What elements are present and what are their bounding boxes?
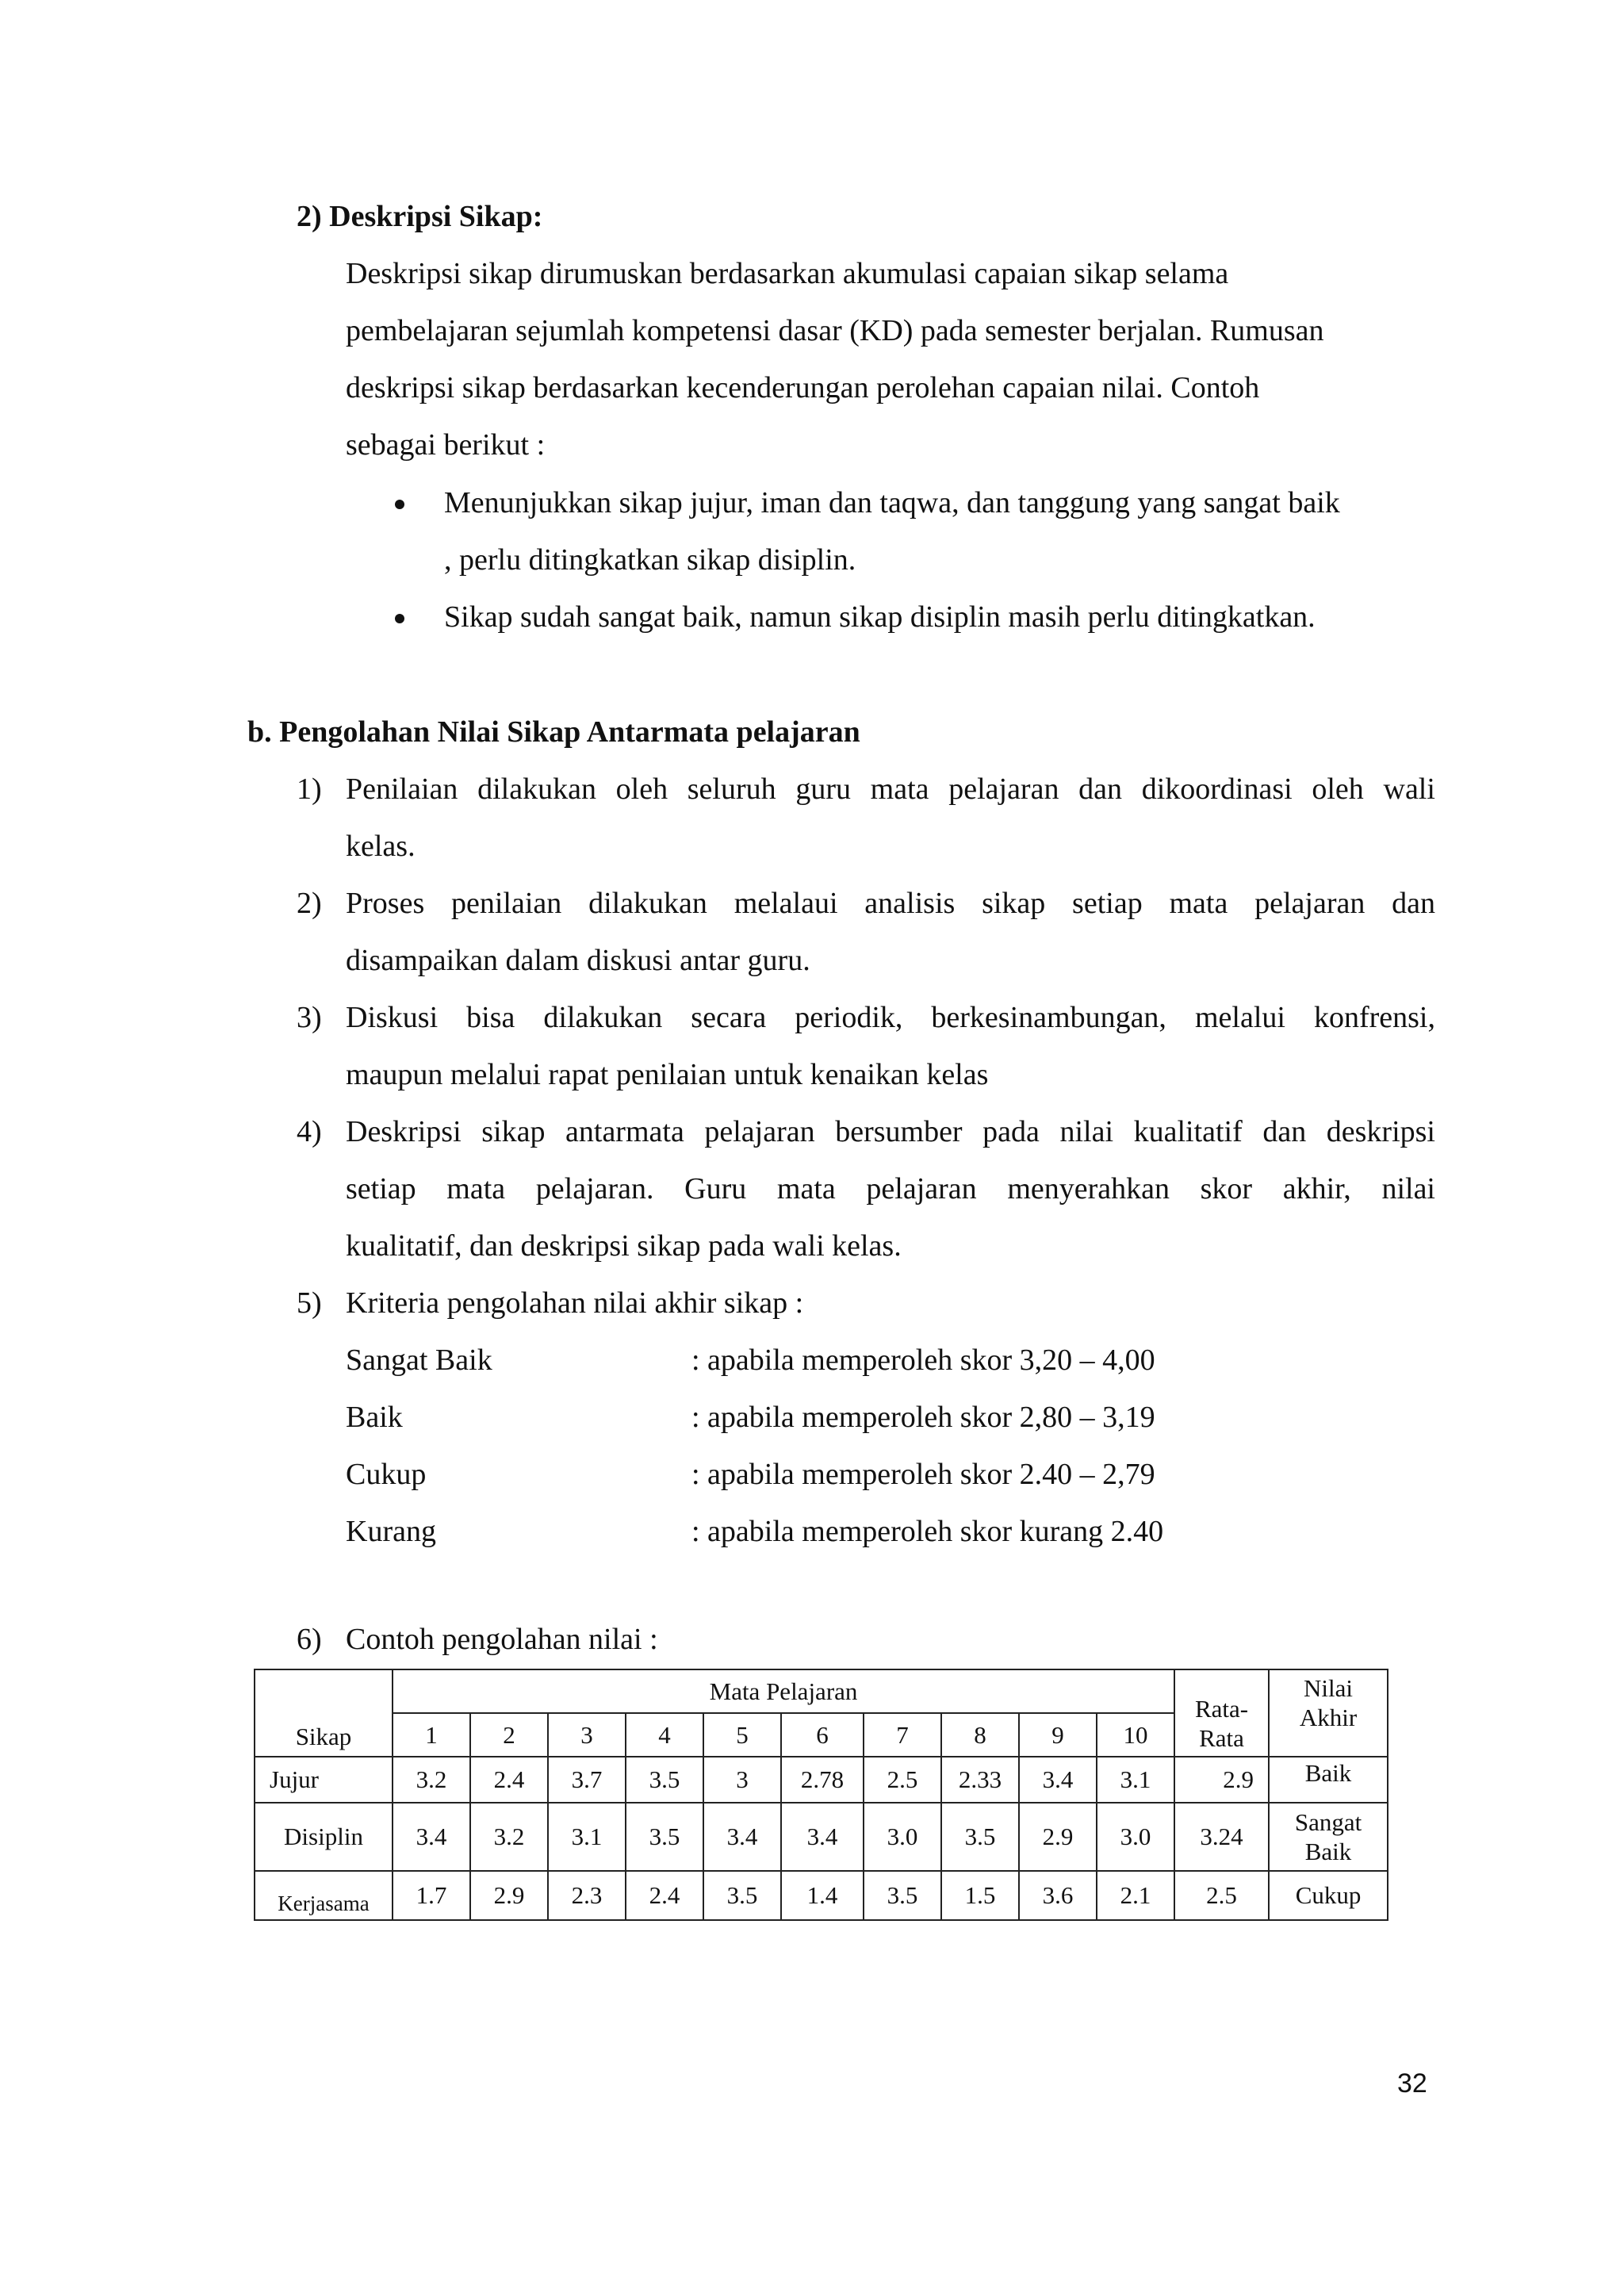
item-number: 5) (297, 1286, 322, 1320)
paragraph-line: Deskripsi sikap dirumuskan berdasarkan akumulasi capaian sikap selama (346, 257, 1229, 290)
criteria-rule: : apabila memperoleh skor 2.40 – 2,79 (691, 1458, 1155, 1491)
item-line: disampaikan dalam diskusi antar guru. (346, 944, 810, 977)
score-cell: 2.9 (1019, 1803, 1097, 1871)
subject-header: 3 (548, 1713, 626, 1757)
item-line-justified: Diskusi bisa dilakukan secara periodik, berkesinambungan, melalui konfrensi, (346, 1001, 1435, 1034)
criteria-rule: : apabila memperoleh skor 3,20 – 4,00 (691, 1343, 1155, 1377)
criteria-label: Kurang (346, 1515, 436, 1548)
subject-header: 6 (781, 1713, 864, 1757)
column-header-mata-pelajaran: Mata Pelajaran (393, 1669, 1174, 1713)
item-line-justified: setiap mata pelajaran. Guru mata pelajaran menyerahkan skor akhir, nilai (346, 1172, 1435, 1205)
score-cell: 3.2 (393, 1757, 470, 1803)
score-cell: 3.4 (393, 1803, 470, 1871)
subject-header: 7 (864, 1713, 941, 1757)
table-row (255, 1757, 1388, 1803)
bullet-text: Menunjukkan sikap jujur, iman dan taqwa, dan tanggung yang sangat baik (444, 486, 1340, 519)
score-cell: 3 (703, 1757, 781, 1803)
score-cell: 1.7 (393, 1871, 470, 1920)
paragraph-line: deskripsi sikap berdasarkan kecenderungan perolehan capaian nilai. Contoh (346, 371, 1260, 404)
score-cell: 3.4 (1019, 1757, 1097, 1803)
nilai-sikap-table (254, 1669, 1388, 1921)
score-cell: 1.5 (941, 1871, 1019, 1920)
item-number: 6) (297, 1623, 322, 1656)
criteria-label: Sangat Baik (346, 1343, 492, 1377)
table-row (255, 1803, 1388, 1871)
subject-header: 10 (1097, 1713, 1174, 1757)
score-cell: 2.3 (548, 1871, 626, 1920)
item-line-justified: Deskripsi sikap antarmata pelajaran bersumber pada nilai kualitatif dan deskripsi (346, 1115, 1435, 1148)
subject-header: 8 (941, 1713, 1019, 1757)
score-cell: 3.5 (703, 1871, 781, 1920)
item-line: kelas. (346, 830, 416, 863)
criteria-rule: : apabila memperoleh skor 2,80 – 3,19 (691, 1401, 1155, 1434)
subject-header: 5 (703, 1713, 781, 1757)
row-label: Kerjasama (255, 1871, 393, 1920)
score-cell: 3.1 (548, 1803, 626, 1871)
item-line: kualitatif, dan deskripsi sikap pada wali kelas. (346, 1229, 902, 1263)
score-cell: 2.4 (470, 1757, 548, 1803)
item-line: maupun melalui rapat penilaian untuk kenaikan kelas (346, 1058, 989, 1091)
table-row (255, 1871, 1388, 1920)
item-number: 1) (297, 772, 322, 806)
subject-header: 1 (393, 1713, 470, 1757)
average-cell: 2.5 (1174, 1871, 1269, 1920)
item-line: Contoh pengolahan nilai : (346, 1623, 658, 1656)
score-cell: 3.5 (864, 1871, 941, 1920)
criteria-rule: : apabila memperoleh skor kurang 2.40 (691, 1515, 1164, 1548)
score-cell: 2.4 (626, 1871, 703, 1920)
score-cell: 3.4 (703, 1803, 781, 1871)
row-label: Disiplin (255, 1803, 393, 1871)
average-cell: 2.9 (1174, 1757, 1269, 1803)
score-cell: 3.0 (864, 1803, 941, 1871)
subject-header: 4 (626, 1713, 703, 1757)
table-header-row (255, 1669, 1388, 1713)
average-cell: 3.24 (1174, 1803, 1269, 1871)
score-cell: 3.6 (1019, 1871, 1097, 1920)
criteria-label: Cukup (346, 1458, 427, 1491)
score-cell: 3.0 (1097, 1803, 1174, 1871)
score-cell: 1.4 (781, 1871, 864, 1920)
item-line-justified: Penilaian dilakukan oleh seluruh guru mata pelajaran dan dikoordinasi oleh wali (346, 772, 1435, 806)
score-cell: 3.2 (470, 1803, 548, 1871)
score-cell: 2.33 (941, 1757, 1019, 1803)
score-cell: 2.5 (864, 1757, 941, 1803)
row-label: Jujur (255, 1757, 393, 1803)
final-grade-cell: Sangat Baik (1269, 1803, 1388, 1871)
subject-header: 2 (470, 1713, 548, 1757)
final-grade-cell: Baik (1269, 1757, 1388, 1803)
item-line: Kriteria pengolahan nilai akhir sikap : (346, 1286, 804, 1320)
bullet-icon (395, 614, 404, 623)
subject-header: 9 (1019, 1713, 1097, 1757)
score-cell: 2.1 (1097, 1871, 1174, 1920)
item-line-justified: Proses penilaian dilakukan melalaui analisis sikap setiap mata pelajaran dan (346, 887, 1435, 920)
final-grade-cell: Cukup (1269, 1871, 1388, 1920)
bullet-icon (395, 500, 404, 509)
column-header-rata-rata: Rata- Rata (1174, 1669, 1269, 1757)
column-header-sikap: Sikap (255, 1669, 393, 1757)
item-number: 4) (297, 1115, 322, 1148)
bullet-text: Sikap sudah sangat baik, namun sikap disiplin masih perlu ditingkatkan. (444, 600, 1316, 634)
score-cell: 3.5 (626, 1803, 703, 1871)
score-cell: 2.9 (470, 1871, 548, 1920)
score-cell: 3.1 (1097, 1757, 1174, 1803)
column-header-nilai-akhir: Nilai Akhir (1269, 1669, 1388, 1757)
score-cell: 2.78 (781, 1757, 864, 1803)
score-cell: 3.5 (626, 1757, 703, 1803)
section-heading-pengolahan: b. Pengolahan Nilai Sikap Antarmata pelajaran (247, 715, 860, 749)
item-number: 3) (297, 1001, 322, 1034)
score-cell: 3.7 (548, 1757, 626, 1803)
paragraph-line: sebagai berikut : (346, 428, 546, 462)
criteria-label: Baik (346, 1401, 403, 1434)
page-number: 32 (1397, 2068, 1427, 2099)
section-heading-deskripsi-sikap: 2) Deskripsi Sikap: (297, 200, 543, 233)
score-cell: 3.4 (781, 1803, 864, 1871)
score-cell: 3.5 (941, 1803, 1019, 1871)
item-number: 2) (297, 887, 322, 920)
paragraph-line: pembelajaran sejumlah kompetensi dasar (KD) pada semester berjalan. Rumusan (346, 314, 1324, 347)
bullet-text: , perlu ditingkatkan sikap disiplin. (444, 543, 856, 577)
